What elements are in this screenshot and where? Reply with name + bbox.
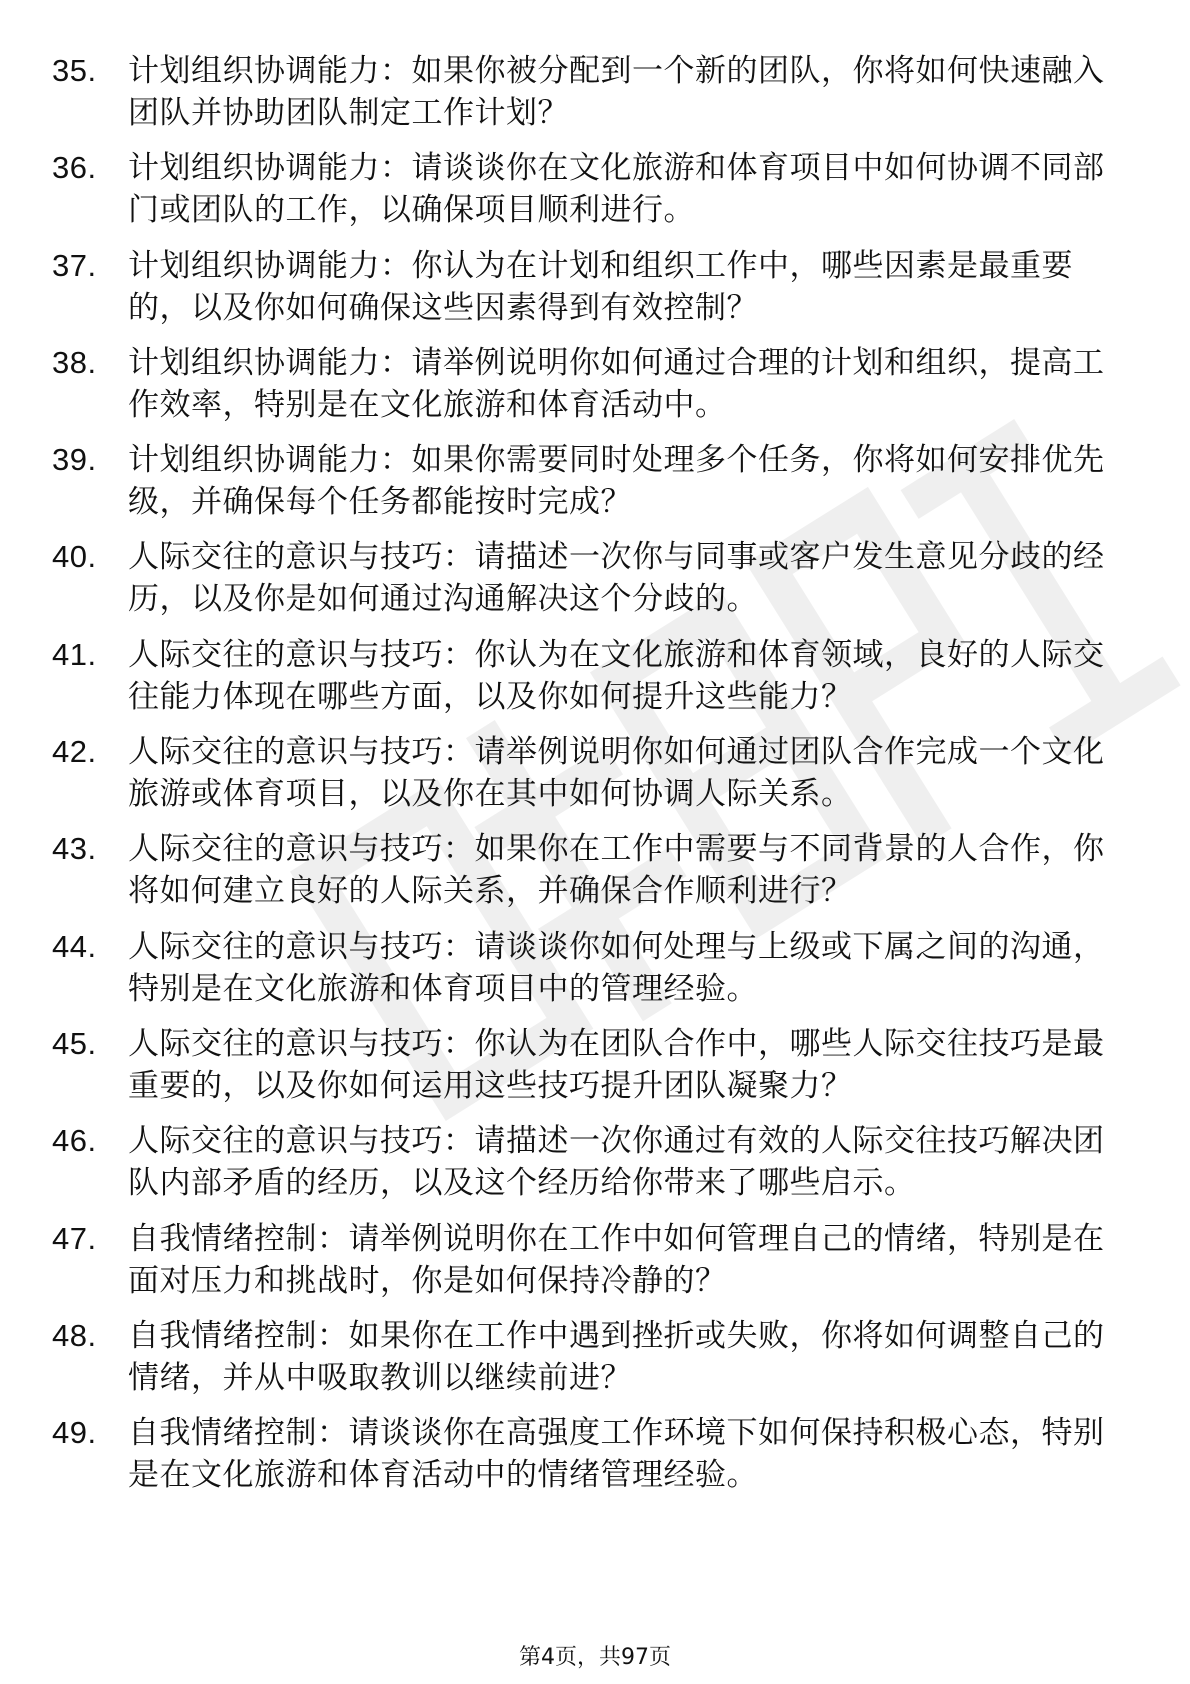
question-number: 45. xyxy=(52,1025,97,1061)
question-number: 41. xyxy=(52,636,97,672)
question-number: 49. xyxy=(52,1415,97,1451)
question-item xyxy=(52,342,1112,426)
question-item xyxy=(52,147,1112,231)
question-item xyxy=(52,1315,1112,1399)
page-footer: 第4页，共97页 xyxy=(519,1645,671,1670)
question-item xyxy=(52,1412,1112,1496)
question-item xyxy=(52,50,1112,134)
question-text: 自我情绪控制：请谈谈你在高强度工作环境下如何保持积极心态，特别是在文化旅游和体育活动中的情绪管理经验。 xyxy=(128,1415,1105,1494)
question-text: 自我情绪控制：如果你在工作中遇到挫折或失败，你将如何调整自己的情绪，并从中吸取教训以继续前进？ xyxy=(128,1317,1105,1396)
question-text: 计划组织协调能力：你认为在计划和组织工作中，哪些因素是最重要的，以及你如何确保这些因素得到有效控制？ xyxy=(128,247,1073,326)
question-text: 计划组织协调能力：如果你被分配到一个新的团队，你将如何快速融入团队并协助团队制定工作计划？ xyxy=(128,53,1105,131)
question-text: 自我情绪控制：请举例说明你在工作中如何管理自己的情绪，特别是在面对压力和挑战时，你是如何保持冷静的？ xyxy=(128,1220,1105,1299)
question-text: 人际交往的意识与技巧：你认为在文化旅游和体育领域，良好的人际交往能力体现在哪些方面，以及你如何提升这些能力？ xyxy=(128,636,1105,715)
question-list xyxy=(52,50,1112,1509)
question-number: 36. xyxy=(52,150,97,186)
question-number: 35. xyxy=(52,53,97,88)
question-item xyxy=(52,731,1112,815)
question-item xyxy=(52,1023,1112,1107)
question-item xyxy=(52,1120,1112,1204)
question-number: 38. xyxy=(52,344,97,380)
question-number: 39. xyxy=(52,442,97,478)
question-text: 人际交往的意识与技巧：你认为在团队合作中，哪些人际交往技巧是最重要的，以及你如何运用这些技巧提升团队凝聚力？ xyxy=(128,1025,1105,1104)
question-text: 计划组织协调能力：请谈谈你在文化旅游和体育项目中如何协调不同部门或团队的工作，以确保项目顺利进行。 xyxy=(128,150,1105,229)
question-item xyxy=(52,245,1112,329)
question-text: 人际交往的意识与技巧：如果你在工作中需要与不同背景的人合作，你将如何建立良好的人际关系，并确保合作顺利进行？ xyxy=(128,831,1105,910)
question-text: 计划组织协调能力：请举例说明你如何通过合理的计划和组织，提高工作效率，特别是在文化旅游和体育活动中。 xyxy=(128,344,1105,423)
question-text: 人际交往的意识与技巧：请谈谈你如何处理与上级或下属之间的沟通，特别是在文化旅游和体育项目中的管理经验。 xyxy=(128,928,1105,1007)
question-number: 37. xyxy=(52,247,97,283)
question-number: 46. xyxy=(52,1123,97,1159)
question-item xyxy=(52,536,1112,620)
question-number: 42. xyxy=(52,734,97,770)
question-item xyxy=(52,439,1112,523)
question-item xyxy=(52,1218,1112,1302)
question-text: 计划组织协调能力：如果你需要同时处理多个任务，你将如何安排优先级，并确保每个任务都能按时完成？ xyxy=(128,442,1105,521)
question-number: 43. xyxy=(52,831,97,867)
question-item xyxy=(52,828,1112,912)
question-item xyxy=(52,926,1112,1010)
question-text: 人际交往的意识与技巧：请描述一次你与同事或客户发生意见分歧的经历，以及你是如何通过沟通解决这个分歧的。 xyxy=(128,539,1105,618)
question-number: 44. xyxy=(52,928,97,964)
question-number: 40. xyxy=(52,539,97,575)
question-text: 人际交往的意识与技巧：请描述一次你通过有效的人际交往技巧解决团队内部矛盾的经历，以及这个经历给你带来了哪些启示。 xyxy=(128,1123,1105,1202)
question-number: 48. xyxy=(52,1317,97,1353)
question-text: 人际交往的意识与技巧：请举例说明你如何通过团队合作完成一个文化旅游或体育项目，以及你在其中如何协调人际关系。 xyxy=(128,734,1105,813)
question-item xyxy=(52,634,1112,718)
question-number: 47. xyxy=(52,1220,97,1256)
